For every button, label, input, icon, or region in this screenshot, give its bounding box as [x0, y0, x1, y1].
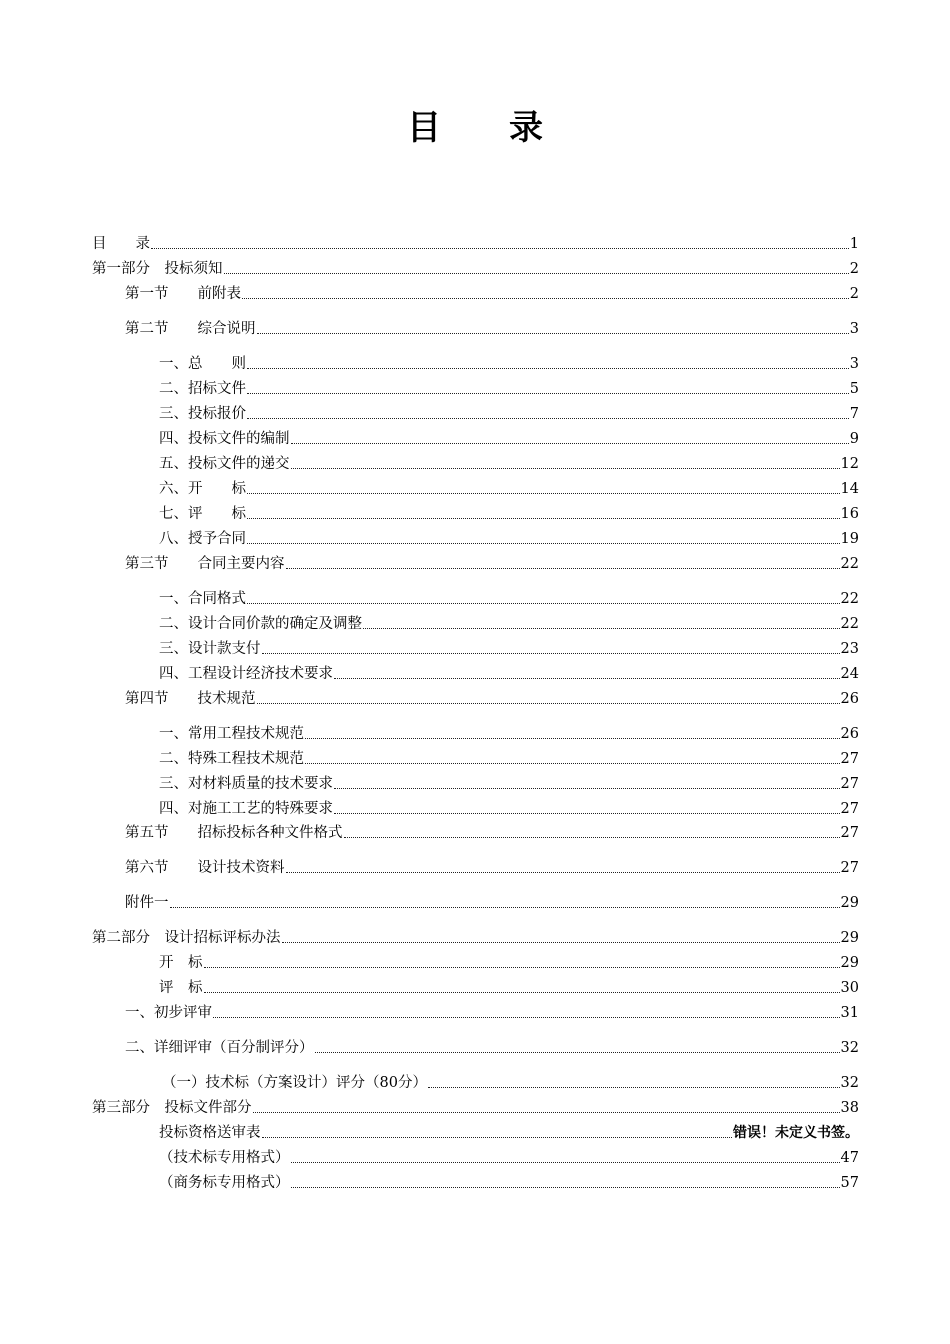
page-title: 目 录 [407, 108, 543, 148]
toc-entry[interactable] [0, 1035, 950, 1057]
toc-dot-leader [247, 368, 849, 369]
toc-entry-page: 32 [840, 1075, 859, 1091]
toc-entry[interactable] [0, 796, 950, 818]
toc-dot-leader [247, 418, 849, 419]
toc-dot-leader [213, 1017, 840, 1018]
toc-entry-label: 第二部分 设计招标评标办法 [92, 930, 281, 946]
toc-dot-leader [344, 837, 840, 838]
toc-dot-leader [170, 907, 840, 908]
toc-entry-page: 9 [849, 431, 859, 447]
toc-dot-leader [204, 992, 840, 993]
toc-entry-label: 三、投标报价 [159, 406, 246, 422]
toc-entry-label: 一、初步评审 [125, 1005, 212, 1021]
toc-entry-page: 5 [849, 381, 859, 397]
toc-dot-leader [305, 763, 840, 764]
toc-entry[interactable] [0, 1120, 950, 1142]
toc-entry[interactable] [0, 950, 950, 972]
toc-entry-page: 22 [840, 591, 859, 607]
toc-dot-leader [291, 1162, 840, 1163]
toc-dot-leader [247, 518, 840, 519]
toc-entry[interactable] [0, 501, 950, 523]
toc-dot-leader [291, 468, 840, 469]
toc-entry-label: 目 录 [92, 236, 150, 252]
toc-entry-label: 第一部分 投标须知 [92, 261, 223, 277]
toc-entry-page: 14 [840, 481, 859, 497]
toc-dot-leader [428, 1087, 840, 1088]
toc-entry-label: 投标资格送审表 [159, 1125, 261, 1141]
toc-entry[interactable] [0, 890, 950, 912]
toc-dot-leader [257, 703, 840, 704]
toc-entry[interactable] [0, 426, 950, 448]
toc-entry-page: 29 [840, 955, 859, 971]
toc-entry-label: 第一节 前附表 [125, 286, 241, 302]
toc-dot-leader [247, 543, 840, 544]
toc-entry-page: 57 [840, 1175, 859, 1191]
toc-entry[interactable] [0, 721, 950, 743]
toc-entry-page: 错误！未定义书签。 [733, 1125, 859, 1141]
toc-dot-leader [291, 1187, 840, 1188]
toc-entry-label: （技术标专用格式） [159, 1150, 290, 1166]
toc-entry-label: 七、评 标 [159, 506, 246, 522]
toc-entry-page: 26 [840, 726, 859, 742]
toc-entry-page: 12 [840, 456, 859, 472]
toc-dot-leader [204, 967, 840, 968]
toc-entry[interactable] [0, 611, 950, 633]
toc-entry-label: 开 标 [159, 955, 203, 971]
toc-dot-leader [305, 738, 840, 739]
toc-entry-label: 二、招标文件 [159, 381, 246, 397]
toc-entry-page: 22 [840, 616, 859, 632]
toc-entry[interactable] [0, 771, 950, 793]
toc-entry[interactable] [0, 401, 950, 423]
toc-entry-page: 29 [840, 895, 859, 911]
toc-entry-label: 评 标 [159, 980, 203, 996]
toc-entry-page: 2 [849, 261, 859, 277]
toc-entry-page: 27 [840, 825, 859, 841]
toc-entry[interactable] [0, 231, 950, 253]
toc-entry-page: 3 [849, 321, 859, 337]
toc-entry[interactable] [0, 855, 950, 877]
toc-entry-label: 四、工程设计经济技术要求 [159, 666, 333, 682]
toc-entry[interactable] [0, 1095, 950, 1117]
toc-entry-page: 1 [849, 236, 859, 252]
toc-entry-label: 八、授予合同 [159, 531, 246, 547]
toc-entry[interactable] [0, 316, 950, 338]
toc-entry-page: 31 [840, 1005, 859, 1021]
toc-entry-label: 第五节 招标投标各种文件格式 [125, 825, 343, 841]
toc-entry[interactable] [0, 526, 950, 548]
toc-entry[interactable] [0, 746, 950, 768]
toc-dot-leader [247, 603, 840, 604]
toc-entry[interactable] [0, 1070, 950, 1092]
toc-dot-leader [363, 628, 840, 629]
toc-entry[interactable] [0, 975, 950, 997]
toc-entry[interactable] [0, 586, 950, 608]
toc-dot-leader [282, 942, 840, 943]
toc-dot-leader [315, 1052, 840, 1053]
toc-entry-page: 24 [840, 666, 859, 682]
toc-entry[interactable] [0, 376, 950, 398]
toc-entry-page: 19 [840, 531, 859, 547]
toc-dot-leader [334, 813, 840, 814]
toc-entry[interactable] [0, 551, 950, 573]
toc-entry-label: 第二节 综合说明 [125, 321, 256, 337]
toc-entry-label: 第四节 技术规范 [125, 691, 256, 707]
toc-entry-label: 一、总 则 [159, 356, 246, 372]
toc-entry-label: 一、合同格式 [159, 591, 246, 607]
toc-entry-page: 23 [840, 641, 859, 657]
toc-entry-label: 二、详细评审（百分制评分） [125, 1040, 314, 1056]
toc-entry-label: 四、投标文件的编制 [159, 431, 290, 447]
toc-entry-page: 32 [840, 1040, 859, 1056]
toc-entry-page: 27 [840, 801, 859, 817]
toc-entry-label: 三、对材料质量的技术要求 [159, 776, 333, 792]
toc-entry-page: 38 [840, 1100, 859, 1116]
toc-dot-leader [151, 248, 849, 249]
toc-dot-leader [224, 273, 849, 274]
toc-dot-leader [262, 653, 840, 654]
toc-entry-page: 27 [840, 751, 859, 767]
toc-dot-leader [262, 1137, 733, 1138]
toc-entry[interactable] [0, 476, 950, 498]
toc-entry[interactable] [0, 281, 950, 303]
toc-entry-page: 7 [849, 406, 859, 422]
toc-entry[interactable] [0, 1000, 950, 1022]
toc-entry-label: （商务标专用格式） [159, 1175, 290, 1191]
toc-dot-leader [247, 393, 849, 394]
toc-entry-page: 3 [849, 356, 859, 372]
toc-entry-label: 三、设计款支付 [159, 641, 261, 657]
toc-entry[interactable] [0, 661, 950, 683]
toc-dot-leader [257, 333, 849, 334]
toc-dot-leader [253, 1112, 840, 1113]
toc-entry[interactable] [0, 1145, 950, 1167]
toc-entry[interactable] [0, 820, 950, 842]
toc-entry-page: 30 [840, 980, 859, 996]
toc-entry-label: 一、常用工程技术规范 [159, 726, 304, 742]
toc-entry-label: 第三部分 投标文件部分 [92, 1100, 252, 1116]
toc-entry[interactable] [0, 451, 950, 473]
toc-entry-page: 27 [840, 860, 859, 876]
toc-entry-label: 附件一 [125, 895, 169, 911]
toc-entry-page: 26 [840, 691, 859, 707]
toc-entry-label: 二、设计合同价款的确定及调整 [159, 616, 362, 632]
toc-entry[interactable] [0, 686, 950, 708]
toc-dot-leader [286, 568, 840, 569]
toc-entry-page: 2 [849, 286, 859, 302]
toc-entry-label: 二、特殊工程技术规范 [159, 751, 304, 767]
toc-entry[interactable] [0, 1170, 950, 1192]
toc-dot-leader [334, 788, 840, 789]
toc-entry-label: 六、开 标 [159, 481, 246, 497]
toc-dot-leader [334, 678, 840, 679]
toc-entry[interactable] [0, 636, 950, 658]
toc-dot-leader [242, 298, 849, 299]
toc-dot-leader [247, 493, 840, 494]
toc-entry[interactable] [0, 351, 950, 373]
toc-entry[interactable] [0, 256, 950, 278]
toc-entry[interactable] [0, 925, 950, 947]
toc-entry-label: 四、对施工工艺的特殊要求 [159, 801, 333, 817]
toc-entry-label: 五、投标文件的递交 [159, 456, 290, 472]
toc-entry-page: 16 [840, 506, 859, 522]
toc-entry-page: 22 [840, 556, 859, 572]
toc-entry-label: （一）技术标（方案设计）评分（80分） [162, 1075, 427, 1091]
toc-entry-label: 第六节 设计技术资料 [125, 860, 285, 876]
toc-entry-page: 27 [840, 776, 859, 792]
toc-dot-leader [286, 872, 840, 873]
toc-entry-page: 47 [840, 1150, 859, 1166]
toc-dot-leader [291, 443, 849, 444]
toc-entry-label: 第三节 合同主要内容 [125, 556, 285, 572]
toc-entry-page: 29 [840, 930, 859, 946]
